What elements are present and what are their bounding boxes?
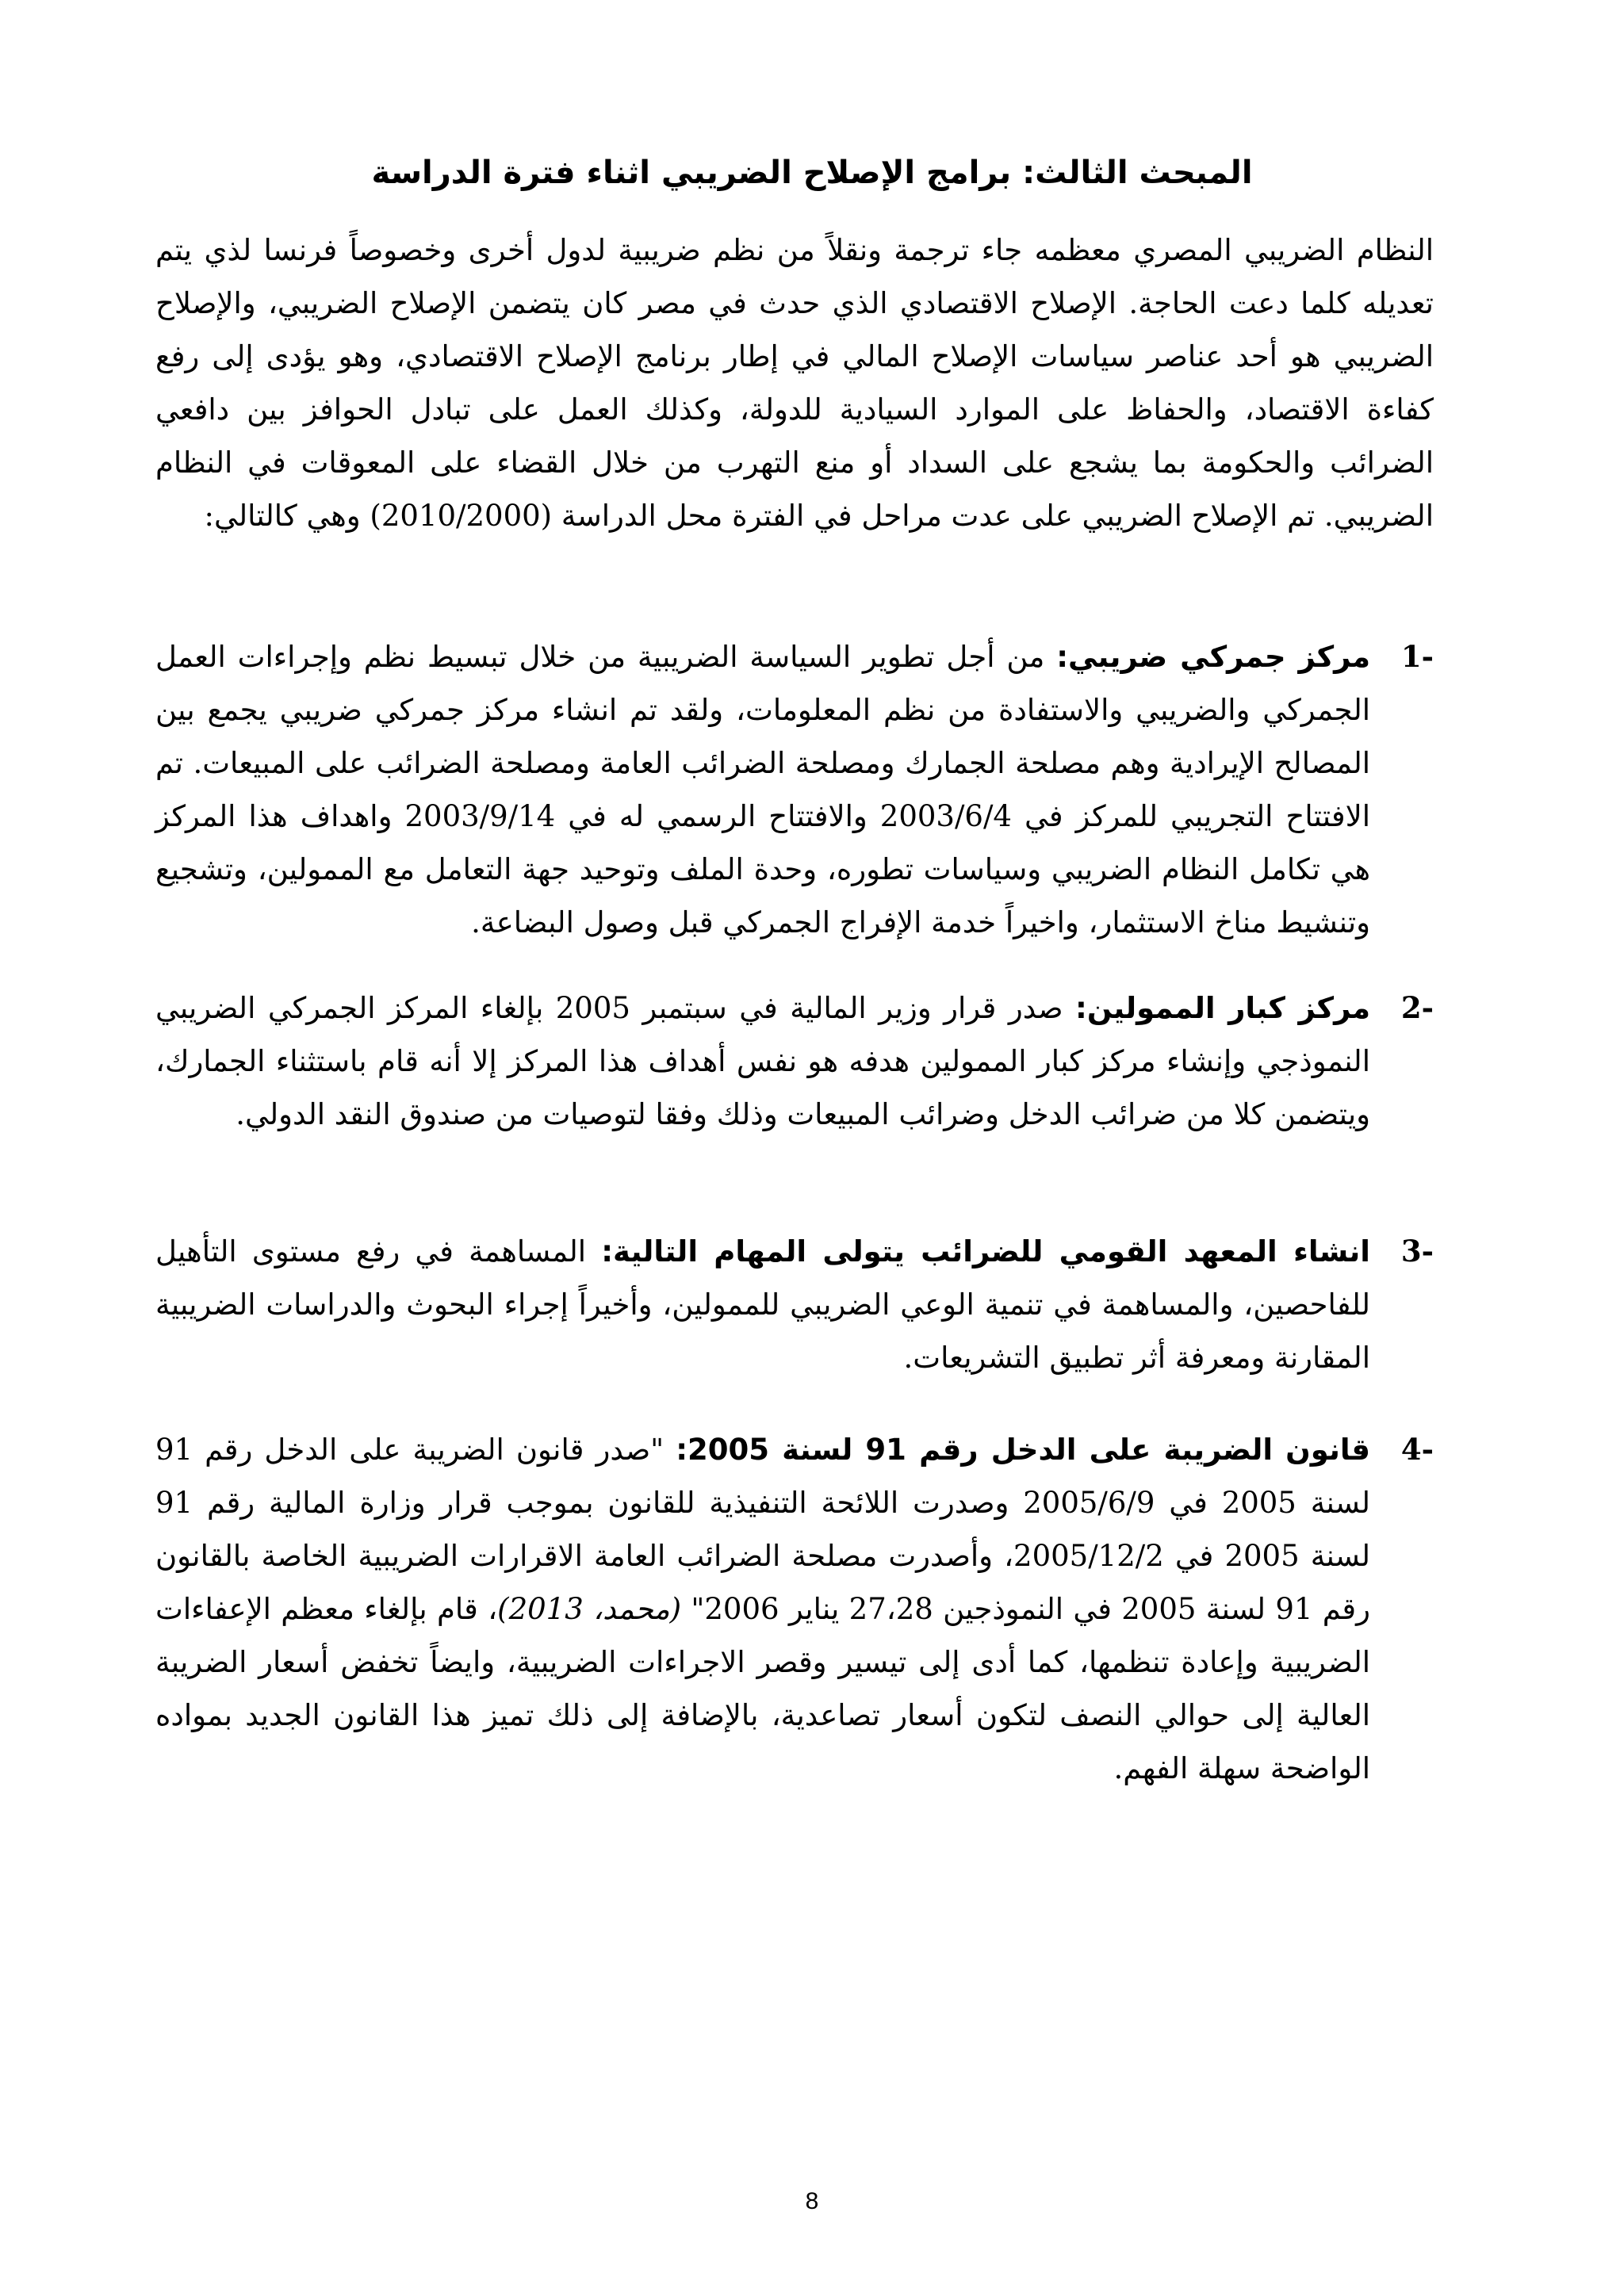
list-item-heading: مركز جمركي ضريبي: — [1056, 640, 1371, 674]
list-item-2 — [155, 982, 1434, 1141]
list-item-number: -1 — [1400, 639, 1434, 674]
list-item-heading: انشاء المعهد القومي للضرائب يتولى المهام التالية: — [601, 1234, 1370, 1269]
list-item-text: صدر قرار وزير المالية في سبتمبر 2005 بإلغاء المركز الجمركي الضريبي النموذجي وإنشاء مركز كبار الممولين هدفه هو نفس أهداف هذا المركز إلا أنه قام باستثناء الجمارك، ويتضمن كلا من ضرائب الدخل وضرائب المبيعات وذلك وفقا لتوصيات من صندوق النقد الدولي. — [155, 991, 1370, 1131]
section-title: المبحث الثالث: برامج الإصلاح الضريبي اثناء فترة الدراسة — [371, 155, 1253, 191]
list-item-body — [155, 630, 1370, 949]
list-item-1 — [155, 630, 1434, 949]
list-item-number: -2 — [1400, 990, 1434, 1025]
list-item-text: من أجل تطوير السياسة الضريبية من خلال تبسيط نظم وإجراءات العمل الجمركي والضريبي والاستفادة من نظم المعلومات، ولقد تم انشاء مركز جمركي ضريبي يجمع بين المصالح الإيرادية وهم مصلحة الجمارك ومصلحة الضرائب العامة ومصلحة الضرائب على المبيعات. تم الافتتاح التجريبي للمركز في 2003/6/4 والافتتاح الرسمي له في 2003/9/14 واهداف هذا المركز هي تكامل النظام الضريبي وسياسات تطوره، وحدة الملف وتوحيد جهة التعامل مع الممولين، وتشجيع وتنشيط مناخ الاستثمار، واخيراً خدمة الإفراج الجمركي قبل وصول البضاعة. — [155, 640, 1370, 939]
intro-text: النظام الضريبي المصري معظمه جاء ترجمة ونقلاً من نظم ضريبية لدول أخرى وخصوصاً فرنسا لذي يتم تعديله كلما دعت الحاجة. الإصلاح الاقتصادي الذي حدث في مصر كان يتضمن الإصلاح الضريبي، والإصلاح الضريبي هو أحد عناصر سياسات الإصلاح المالي في إطار برنامج الإصلاح الاقتصادي، وهو يؤدى إلى رفع كفاءة الاقتصاد، والحفاظ على الموارد السيادية للدولة، وكذلك العمل على تبادل الحوافز بين دافعي الضرائب والحكومة بما يشجع على السداد أو منع التهرب من خلال القضاء على المعوقات في النظام الضريبي. تم الإصلاح الضريبي على عدت مراحل في الفترة محل الدراسة (2010/2000) وهي كالتالي: — [155, 233, 1434, 533]
list-item-3 — [155, 1225, 1434, 1384]
list-item-text: المساهمة في رفع مستوى التأهيل للفاحصين، والمساهمة في تنمية الوعي الضريبي للممولين، وأخيراً إجراء البحوث والدراسات الضريبية المقارنة ومعرفة أثر تطبيق التشريعات. — [155, 1234, 1370, 1375]
list-item-body — [155, 982, 1370, 1141]
list-item-text: "صدر قانون الضريبة على الدخل رقم 91 لسنة 2005 في 2005/6/9 وصدرت اللائحة التنفيذية للقانون بموجب قرار وزارة المالية رقم 91 لسنة 2005 في 2005/12/2، وأصدرت مصلحة الضرائب العامة الاقرارات الضريبية الخاصة بالقانون رقم 91 لسنة 2005 في النموذجين 27،28 يناير 2006" — [155, 1433, 1370, 1626]
list-item-heading: مركز كبار الممولين: — [1075, 991, 1370, 1025]
list-item-number: -3 — [1400, 1234, 1434, 1269]
list-item-number: -4 — [1400, 1432, 1434, 1467]
list-item-heading: قانون الضريبة على الدخل رقم 91 لسنة 2005: — [676, 1433, 1370, 1467]
list-item-text-continued: ، قام بإلغاء معظم الإعفاءات الضريبية وإعادة تنظمها، كما أدى إلى تيسير وقصر الاجراءات الضريبية، وايضاً تخفض أسعار الضريبة العالية إلى حوالي النصف لتكون أسعار تصاعدية، بالإضافة إلى ذلك تميز هذا القانون الجديد بمواده الواضحة سهلة الفهم. — [155, 1592, 1370, 1785]
intro-paragraph — [155, 224, 1434, 542]
list-item-4 — [155, 1423, 1434, 1795]
citation: (محمد، 2013) — [497, 1592, 681, 1626]
page-number: 8 — [805, 2188, 819, 2214]
list-item-body — [155, 1423, 1370, 1795]
list-item-body — [155, 1225, 1370, 1384]
